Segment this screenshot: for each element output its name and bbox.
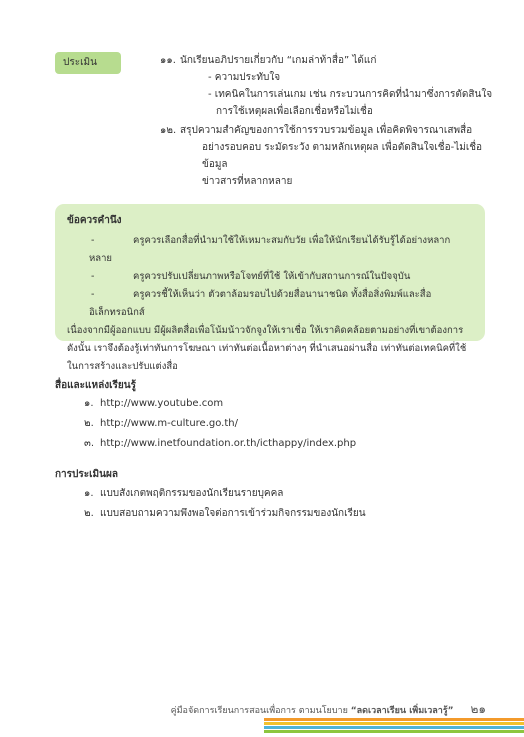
question-text: สรุปความสำคัญของการใช้การรวบรวมข้อมูล เพื่อคิดพิจารณาเสพสื่อ [180, 125, 473, 136]
tip-paragraph-line: ในการสร้างและปรับแต่งสื่อ [67, 361, 178, 372]
list-item: ๒. แบบสอบถามความพึงพอใจต่อการเข้าร่วมกิจกรรมของนักเรียน [84, 508, 366, 519]
assessment-tag: ประเมิน [55, 52, 121, 74]
assessment-block [160, 52, 500, 190]
tips-box [55, 204, 485, 372]
footer-stripe [264, 718, 524, 721]
question-11-item: - เทคนิคในการเล่นเกม เช่น กระบวนการคิดที่นำมาซึ่งการตัดสินใจ [208, 89, 493, 100]
tip-paragraph-line: ดังนั้น เราจึงต้องรู้เท่าทันการโฆษณา เท่าทันต่อเนื้อหาต่างๆ ที่นำเสนอผ่านสื่อ เท่าทันต่อเทคนิคที่ใช้ [67, 343, 467, 354]
tip-item: - ครูควรเลือกสื่อที่นำมาใช้ให้เหมาะสมกับวัย เพื่อให้นักเรียนได้รับรู้ได้อย่างหลากหลาย [89, 235, 451, 264]
resources-title: สื่อและแหล่งเรียนรู้ [55, 380, 136, 391]
question-number: ๑๒. [160, 125, 177, 136]
question-number: ๑๑. [160, 55, 176, 66]
tips-title: ข้อควรคำนึง [67, 215, 122, 226]
resources-list [84, 394, 356, 454]
resource-link[interactable]: http://www.youtube.com [100, 398, 224, 409]
resource-link[interactable]: http://www.inetfoundation.or.th/icthappy/index.php [100, 438, 357, 449]
tip-paragraph-line: เนื่องจากมีผู้ออกแบบ มีผู้ผลิตสื่อเพื่อโน้มน้าวจักจูงให้เราเชื่อ ให้เราคิดคล้อยตามอย่างที่เขาต้องการ [67, 325, 464, 336]
tip-item: - ครูควรชี้ให้เห็นว่า ตัวตาล้อมรอบไปด้วยสื่อนานาชนิด ทั้งสื่อสิ่งพิมพ์และสื่ออิเล็กทรอนิกส์ [89, 289, 432, 318]
question-12 [160, 122, 500, 139]
question-11-item-cont: การใช้เหตุผลเพื่อเลือกเชื่อหรือไม่เชื่อ [216, 106, 373, 117]
question-11-item: - ความประทับใจ [208, 72, 281, 83]
footer-stripe [264, 730, 524, 733]
question-12-line: ข่าวสารที่หลากหลาย [202, 176, 293, 187]
list-item: ๑. http://www.youtube.com [84, 398, 224, 409]
list-item: ๓. http://www.inetfoundation.or.th/icthappy/index.php [84, 438, 357, 449]
question-12-line: อย่างรอบคอบ ระมัดระวัง ตามหลักเหตุผล เพื่อตัดสินใจเชื่อ-ไม่เชื่อข้อมูล [202, 142, 483, 170]
footer-text: คู่มือจัดการเรียนการสอนเพื่อการ ตามนโยบาย [170, 706, 348, 716]
footer-quote: “ลดเวลาเรียน เพิ่มเวลารู้” [350, 706, 454, 716]
page-number: ๒๑ [470, 702, 486, 716]
page-footer [171, 700, 486, 719]
list-item: ๑. แบบสังเกตพฤติกรรมของนักเรียนรายบุคคล [84, 488, 284, 499]
list-item: ๒. http://www.m-culture.go.th/ [84, 418, 238, 429]
question-11 [160, 52, 500, 69]
footer-stripe [264, 726, 524, 729]
evaluation-title: การประเมินผล [55, 469, 118, 480]
resource-link[interactable]: http://www.m-culture.go.th/ [100, 418, 238, 429]
footer-stripe [264, 722, 524, 725]
tip-item: - ครูควรปรับเปลี่ยนภาพหรือโจทย์ที่ใช้ ให้เข้ากับสถานการณ์ในปัจจุบัน [91, 271, 411, 282]
question-text: นักเรียนอภิปรายเกี่ยวกับ “เกมล่าท้าสื่อ” ได้แก่ [180, 55, 377, 66]
evaluation-list [84, 484, 366, 524]
